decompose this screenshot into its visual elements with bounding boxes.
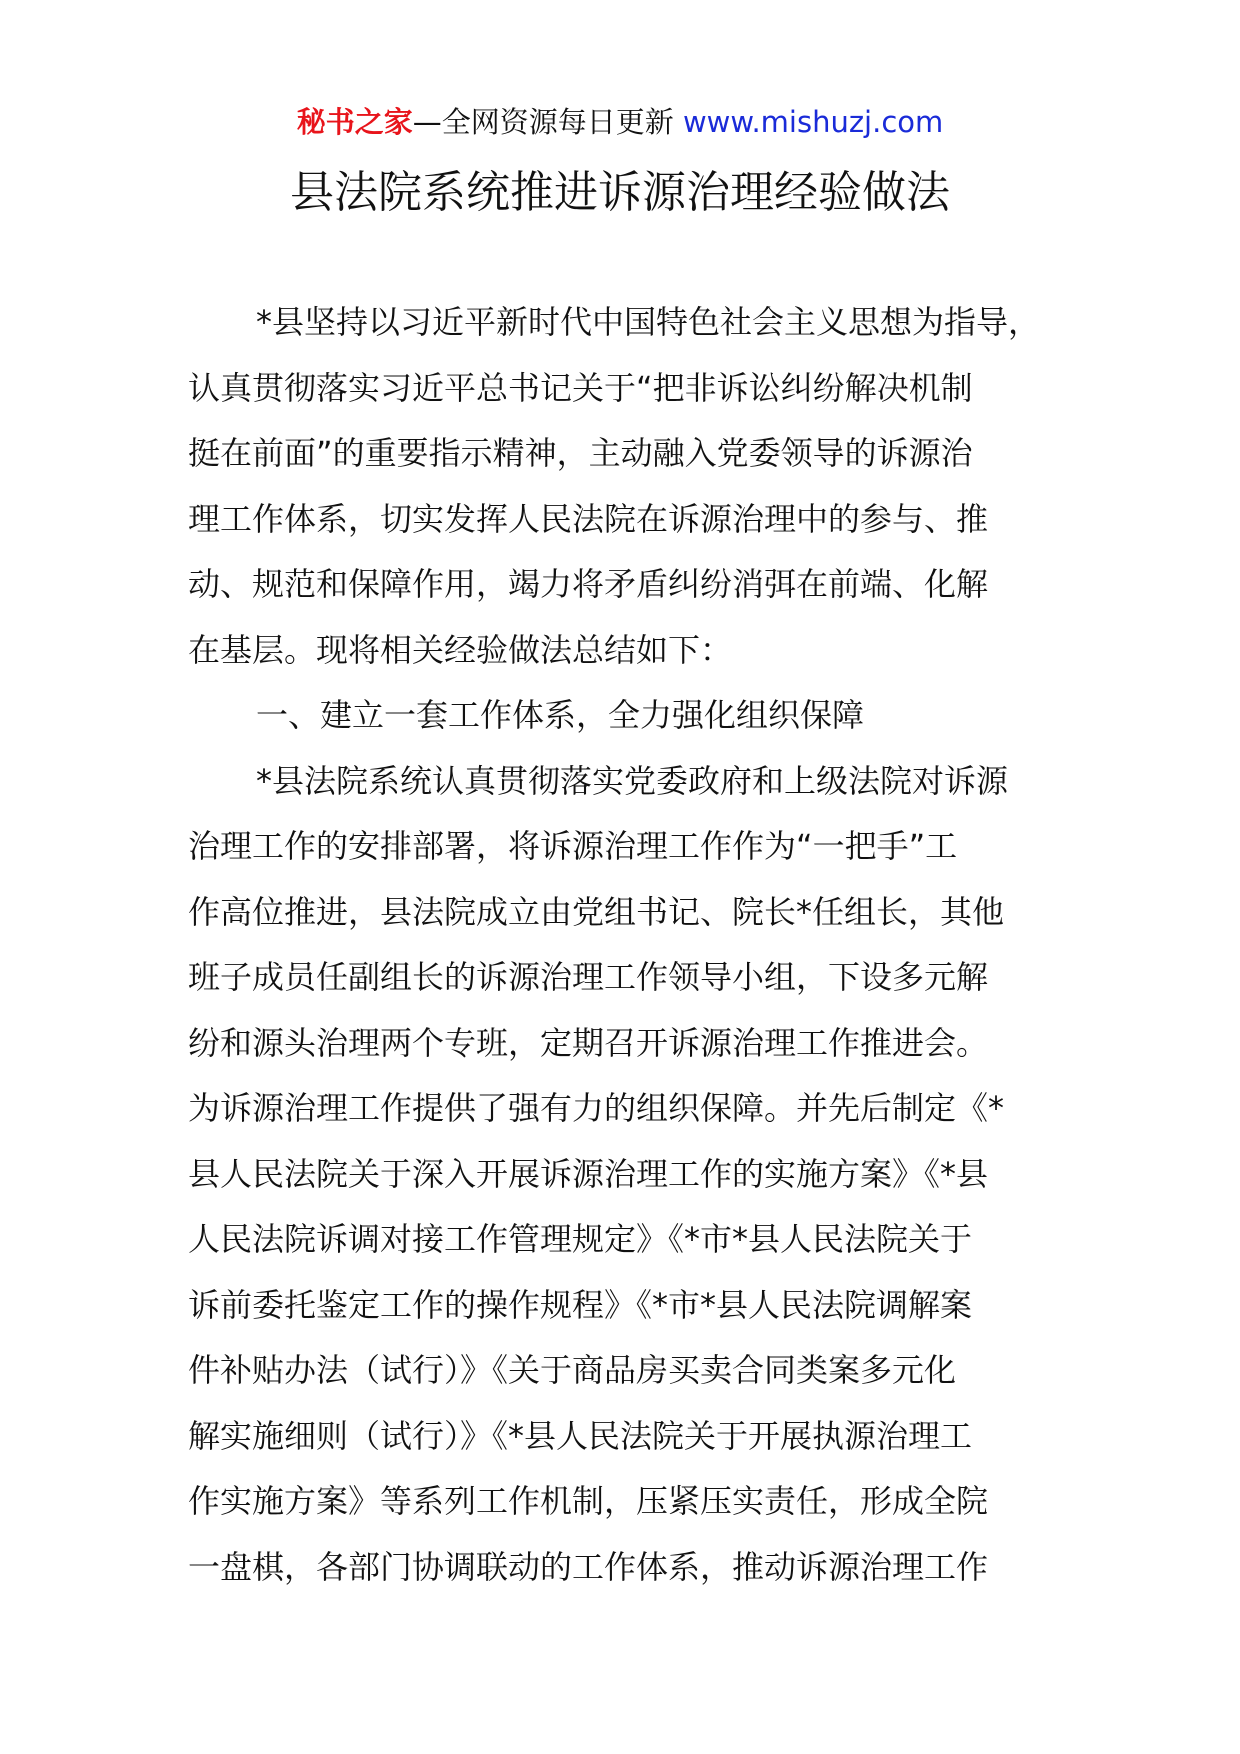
paragraph-line: 县人民法院关于深入开展诉源治理工作的实施方案》《*县 [188,1154,989,1193]
paragraph-line: 诉前委托鉴定工作的操作规程》《*市*县人民法院调解案 [188,1285,973,1324]
paragraph-line: 班子成员任副组长的诉源治理工作领导小组，下设多元解 [188,958,989,996]
site-url-link[interactable]: www.mishuzj.com [682,105,944,139]
paragraph-line: 件补贴办法（试行）》《关于商品房买卖合同类案多元化 [188,1351,957,1389]
document-body [188,290,1068,1600]
paragraph-line: 作实施方案》等系列工作机制，压紧压实责任，形成全院 [188,1482,989,1520]
header-slogan: —全网资源每日更新 [412,105,674,139]
paragraph-line: *县坚持以习近平新时代中国特色社会主义思想为指导， [256,303,1041,341]
section-heading: 一、建立一套工作体系，全力强化组织保障 [256,696,865,734]
paragraph-line: 动、规范和保障作用，竭力将矛盾纠纷消弭在前端、化解 [188,565,989,603]
brand-name: 秘书之家 [296,105,413,139]
document-title: 县法院系统推进诉源治理经验做法 [290,167,950,218]
paragraph-line: 治理工作的安排部署，将诉源治理工作作为“一把手”工 [188,827,958,865]
paragraph-line: 挺在前面”的重要指示精神，主动融入党委领导的诉源治 [188,434,973,472]
paragraph-line: 理工作体系，切实发挥人民法院在诉源治理中的参与、推 [188,499,989,538]
paragraph-line: 纷和源头治理两个专班，定期召开诉源治理工作推进会。 [188,1023,989,1062]
paragraph-line: 在基层。现将相关经验做法总结如下： [188,630,733,669]
paragraph-line: 一盘棋，各部门协调联动的工作体系，推动诉源治理工作 [188,1547,989,1586]
paragraph-line: 人民法院诉调对接工作管理规定》《*市*县人民法院关于 [188,1220,973,1258]
paragraph-line: 为诉源治理工作提供了强有力的组织保障。并先后制定《* [188,1089,1005,1127]
paragraph-line: 作高位推进，县法院成立由党组书记、院长*任组长，其他 [188,892,1005,931]
paragraph-line: 解实施细则（试行）》《*县人民法院关于开展执源治理工 [188,1416,973,1455]
paragraph-line: 认真贯彻落实习近平总书记关于“把非诉讼纠纷解决机制 [188,368,973,407]
paragraph-line: *县法院系统认真贯彻落实党委政府和上级法院对诉源 [256,761,1009,800]
site-header [0,100,1240,144]
